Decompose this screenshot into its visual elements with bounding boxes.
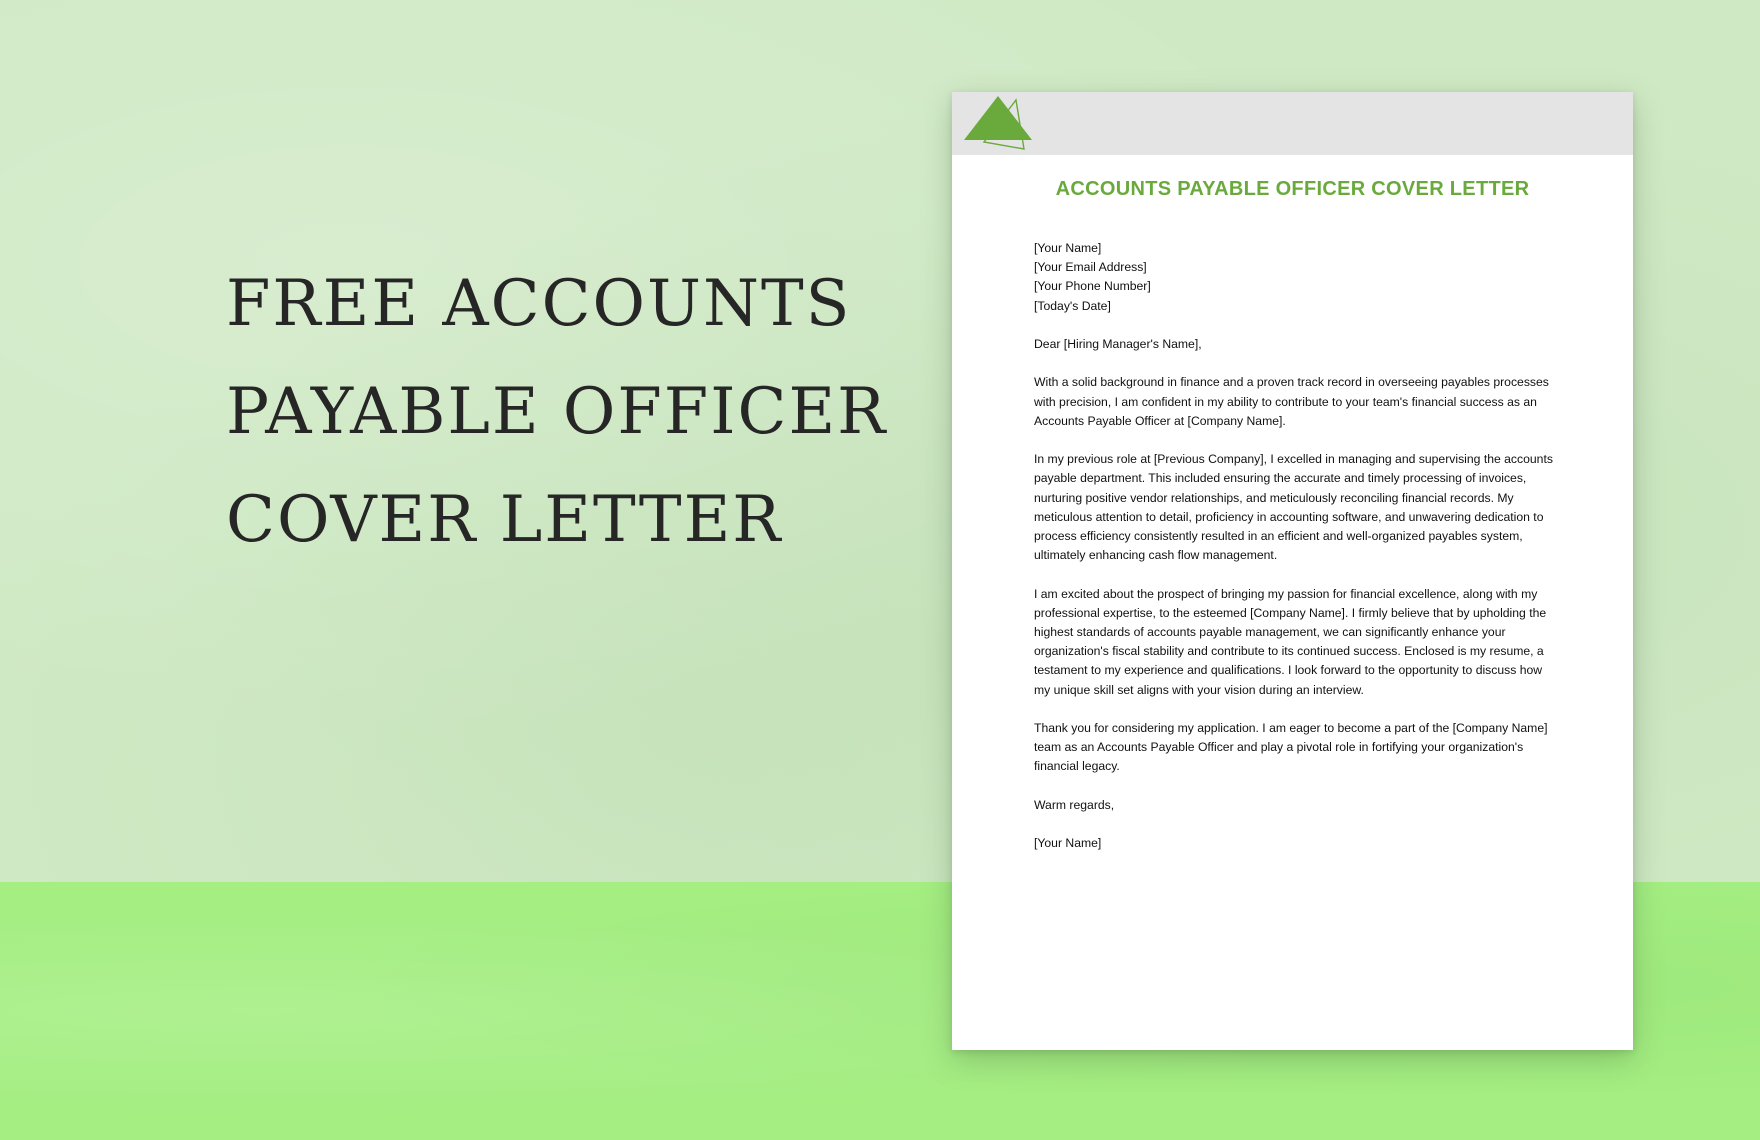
logo-filled-triangle	[964, 96, 1032, 140]
closing: Warm regards,	[1034, 797, 1115, 812]
contact-block	[1034, 239, 1554, 316]
contact-name: [Your Name]	[1034, 241, 1102, 255]
salutation: Dear [Hiring Manager's Name],	[1034, 337, 1202, 351]
hero-title-line: PAYABLE OFFICER	[226, 375, 888, 449]
document-title: ACCOUNTS PAYABLE OFFICER COVER LETTER	[1055, 178, 1530, 200]
letter-body	[1034, 239, 1554, 873]
contact-email: [Your Email Address]	[1034, 260, 1147, 275]
letter-paragraph: I am excited about the prospect of bringing my passion for financial excellence, along with my professional expertise, to the esteemed [Company Name]. I firmly believe that by upholding the highest standards of accounts payable management, we can significantly enhance your organization's fiscal stability and contribute to its continued success. Enclosed is my resume, a testament to my experience and qualifications. I look forward to the opportunity to discuss how my unique skill set aligns with your vision during an interview.	[1034, 586, 1547, 697]
green-triangle-icon	[964, 92, 1034, 152]
hero-title-line: FREE ACCOUNTS	[226, 267, 852, 341]
letter-paragraph: Thank you for considering my application. I am eager to become a part of the [Company Name] team as an Accounts Payable Officer and play a pivotal role in fortifying your organization's financial legacy.	[1034, 721, 1548, 774]
hero-title	[226, 250, 886, 574]
hero-title-line: COVER LETTER	[226, 483, 783, 557]
signature: [Your Name]	[1034, 836, 1102, 851]
letter-paragraph: In my previous role at [Previous Company], I excelled in managing and supervising the accounts payable department. This included ensuring the accurate and timely processing of invoices, nurturing positive vendor relationships, and meticulously reconciling financial records. My meticulous attention to detail, proficiency in accounting software, and unwavering dedication to process efficiency consistently resulted in an efficient and well-organized payables system, ultimately enhancing cash flow management.	[1034, 452, 1553, 563]
contact-phone: [Your Phone Number]	[1034, 279, 1151, 294]
contact-date: [Today's Date]	[1034, 298, 1111, 313]
document-header-band	[952, 92, 1633, 155]
cover-letter-document	[952, 92, 1633, 1050]
letter-paragraph: With a solid background in finance and a proven track record in overseeing payables processes with precision, I am confident in my ability to contribute to your team's financial success as an Accounts Payable Officer at [Company Name].	[1034, 375, 1549, 428]
